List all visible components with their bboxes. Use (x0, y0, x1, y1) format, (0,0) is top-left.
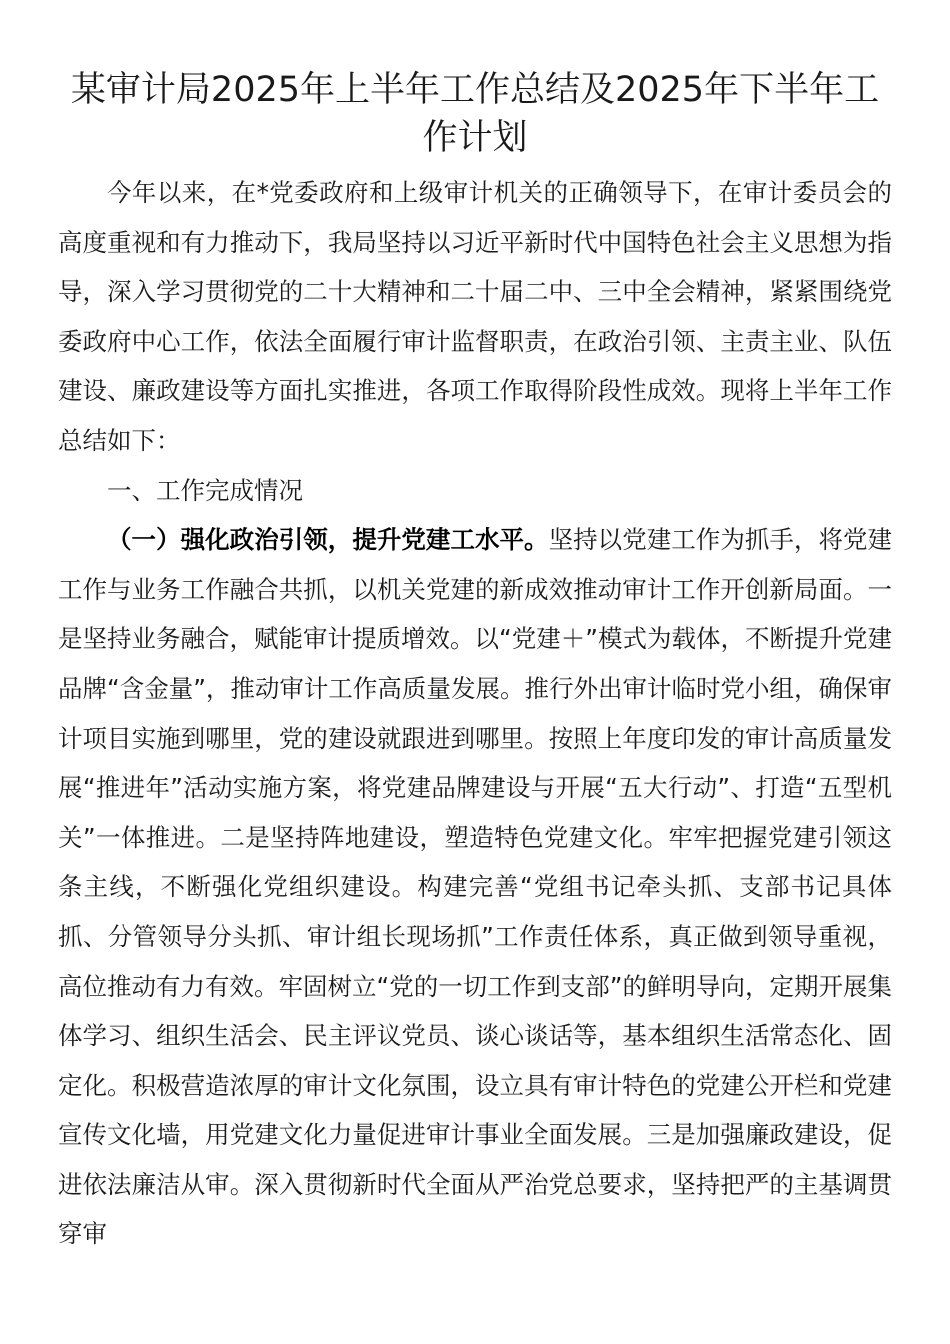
subsection-body-text: 坚持以党建工作为抓手，将党建工作与业务工作融合共抓，以机关党建的新成效推动审计工作开创新局面。一是坚持业务融合，赋能审计提质增效。以“党建＋”模式为载体，不断提升党建品牌“含金量”，推动审计工作高质量发展。推行外出审计临时党小组，确保审计项目实施到哪里，党的建设就跟进到哪里。按照上年度印发的审计高质量发展“推进年”活动实施方案，将党建品牌建设与开展“五大行动”、打造“五型机关”一体推进。二是坚持阵地建设，塑造特色党建文化。牢牢把握党建引领这条主线，不断强化党组织建设。构建完善“党组书记牵头抓、支部书记具体抓、分管领导分头抓、审计组长现场抓”工作责任体系，真正做到领导重视，高位推动有力有效。牢固树立“党的一切工作到支部”的鲜明导向，定期开展集体学习、组织生活会、民主评议党员、谈心谈话等，基本组织生活常态化、固定化。积极营造浓厚的审计文化氛围，设立具有审计特色的党建公开栏和党建宣传文化墙，用党建文化力量促进审计事业全面发展。三是加强廉政建设，促进依法廉洁从审。深入贯彻新时代全面从严治党总要求，坚持把严的主基调贯穿审 (58, 525, 893, 1249)
intro-paragraph: 今年以来，在*党委政府和上级审计机关的正确领导下，在审计委员会的高度重视和有力推动下，我局坚持以习近平新时代中国特色社会主义思想为指导，深入学习贯彻党的二十大精神和二十届二中、三中全会精神，紧紧围绕党委政府中心工作，依法全面履行审计监督职责，在政治引领、主责主业、队伍建设、廉政建设等方面扎实推进，各项工作取得阶段性成效。现将上半年工作总结如下： (58, 178, 892, 455)
section-heading-work-completion: 一、工作完成情况 (107, 475, 303, 505)
subsection-bold-heading: （一）强化政治引领，提升党建工水平。 (107, 525, 549, 555)
subsection-paragraph-party-building (58, 515, 892, 1259)
document-page (58, 66, 892, 1259)
document-title: 某审计局2025年上半年工作总结及2025年下半年工作计划 (70, 70, 880, 158)
